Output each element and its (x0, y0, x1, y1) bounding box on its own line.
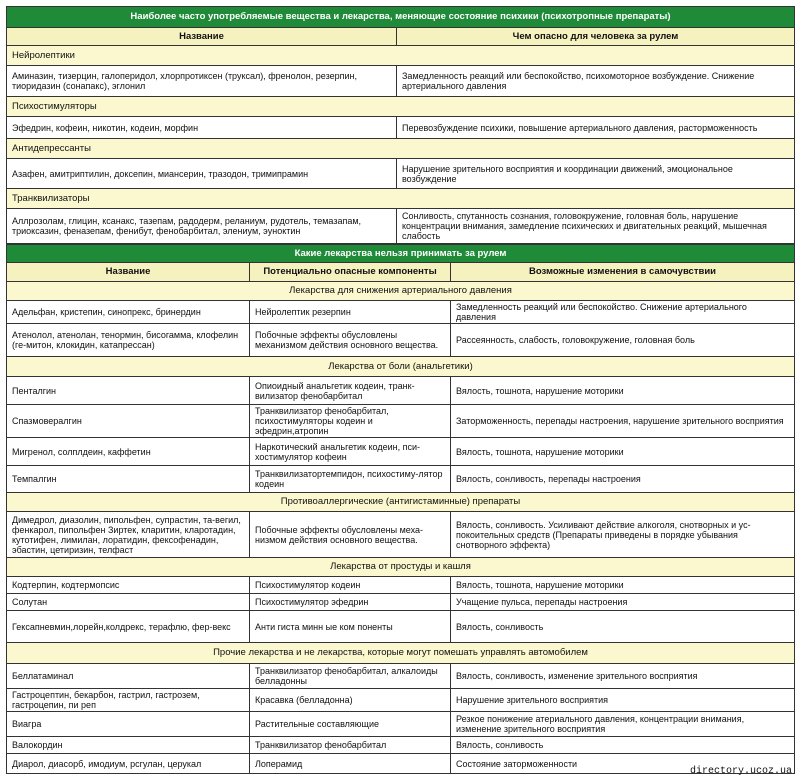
table-cell: Вялость, тошнота, нарушение моторики (451, 577, 795, 594)
table-cell: Опиоидный анальгетик кодеин, транк-вилизатор фенобарбитал (250, 377, 451, 405)
table-cell: Нейролептик резерпин (250, 301, 451, 324)
table-row (7, 117, 795, 139)
table-psychotropic (6, 6, 795, 244)
table-cell: Растительные составляющие (250, 712, 451, 737)
table-row (7, 377, 795, 405)
table-cell: Красавка (белладонна) (250, 689, 451, 712)
category-row (7, 46, 795, 66)
table-row (7, 405, 795, 438)
table-cell: Атенолол, атенолан, тенормин, бисогамма, клофелин (ге-митон, клокидин, катапрессан) (7, 324, 250, 357)
table-cell: Аллрозолам, глицин, ксанакс, тазепам, радодерм, реланиум, рудотель, темазапам, триоксазин, феназепам, фенибут, фенобарбитал, элениум, эуноктин (7, 209, 397, 244)
category-label: Нейролептики (7, 46, 795, 66)
table-cell: Замедленность реакций или беспокойство. Снижение артериального давления (451, 301, 795, 324)
category-row (7, 97, 795, 117)
category-label: Противоаллергические (антигистаминные) препараты (7, 493, 795, 512)
table-title: Какие лекарства нельзя принимать за рулем (7, 245, 795, 263)
table-cell: Побочные эффекты обусловлены меха-низмом действия основного вещества. (250, 512, 451, 558)
table-cell: Лоперамид (250, 754, 451, 774)
table-cell: Азафен, амитриптилин, доксепин, миансерин, тразодон, тримипрамин (7, 159, 397, 189)
table-cell: Заторможенность, перепады настроения, нарушение зрительного восприятия (451, 405, 795, 438)
category-row (7, 357, 795, 377)
table-cell: Вялость, сонливость (451, 611, 795, 643)
table-cell: Вялость, сонливость. Усиливают действие алкоголя, снотворных и ус-покоительных средств (Препараты приведены в порядке убывания снотворного эффекта) (451, 512, 795, 558)
table-cell: Виагра (7, 712, 250, 737)
category-row (7, 493, 795, 512)
category-label: Лекарства от простуды и кашля (7, 558, 795, 577)
table-cell: Беллатаминал (7, 664, 250, 689)
table-cell: Кодтерпин, кодтермопсис (7, 577, 250, 594)
table-cell: Вялость, тошнота, нарушение моторики (451, 438, 795, 466)
table-row (7, 438, 795, 466)
table-cell: Солутан (7, 594, 250, 611)
table-driving-drugs (6, 244, 795, 774)
table-cell: Темпалгин (7, 466, 250, 493)
column-header: Название (7, 28, 397, 46)
category-label: Антидепрессанты (7, 139, 795, 159)
table-cell: Вялость, сонливость, перепады настроения (451, 466, 795, 493)
table-cell: Побочные эффекты обусловлены механизмом действия основного вещества. (250, 324, 451, 357)
table-cell: Резкое понижение атериального давления, концентрации внимания, изменение зрительного восприятия (451, 712, 795, 737)
table-cell: Транквилизатор фенобарбитал, психостимуляторы кодеин и эфедрин,атропин (250, 405, 451, 438)
table-cell: Мигренол, солплдеин, каффетин (7, 438, 250, 466)
document (6, 6, 794, 774)
table-cell: Замедленность реакций или беспокойство, психомоторное возбуждение. Снижение артериального давления (397, 66, 795, 97)
table-cell: Вялость, сонливость, изменение зрительного восприятия (451, 664, 795, 689)
column-header: Потенциально опасные компоненты (250, 263, 451, 282)
table-title: Наиболее часто употребляемые вещества и лекарства, меняющие состояние психики (психотропные препараты) (7, 7, 795, 28)
table-cell: Нарушение зрительного восприятия и координации движений, эмоциональное возбуждение (397, 159, 795, 189)
table-cell: Аминазин, тизерцин, галоперидол, хлорпротиксен (труксал), френолон, резерпин, тиоридазин (сонапакс), эглонил (7, 66, 397, 97)
table-row (7, 209, 795, 244)
table-cell: Наркотический анальгетик кодеин, пси-хостимулятор кофеин (250, 438, 451, 466)
table-header-row (7, 28, 795, 46)
table-cell: Валокордин (7, 737, 250, 754)
table-cell: Сонливость, спутанность сознания, головокружение, головная боль, нарушение концентрации внимания, замедление психических и двигательных реакций, мышечная слабость (397, 209, 795, 244)
table-cell: Адельфан, кристепин, синопрекс, бринердин (7, 301, 250, 324)
table-row (7, 512, 795, 558)
watermark: directory.ucoz.ua (689, 766, 792, 777)
table-row (7, 737, 795, 754)
table-title-row (7, 245, 795, 263)
table-cell: Психостимулятор эфедрин (250, 594, 451, 611)
table-title-row (7, 7, 795, 28)
table-cell: Психостимулятор кодеин (250, 577, 451, 594)
category-label: Прочие лекарства и не лекарства, которые могут помешать управлять автомобилем (7, 643, 795, 664)
table-cell: Диарол, диасорб, имодиум, рсгулан, церукал (7, 754, 250, 774)
table-row (7, 324, 795, 357)
table-row (7, 159, 795, 189)
table-cell: Рассеянность, слабость, головокружение, головная боль (451, 324, 795, 357)
table-cell: Димедрол, диазолин, пипольфен, супрастин, та-вегил, фенкарол, пипольфен Зиртек, кларитин, кларотадин, кутотифен, лимилан, лоратидин, фексофенадин, эбастин, цетиризин, телфаст (7, 512, 250, 558)
table-row (7, 712, 795, 737)
table-cell: Пенталгин (7, 377, 250, 405)
table-cell: Анти гиста минн ые ком поненты (250, 611, 451, 643)
column-header: Возможные изменения в самочувствии (451, 263, 795, 282)
table-row (7, 466, 795, 493)
table-row (7, 754, 795, 774)
category-row (7, 643, 795, 664)
category-label: Лекарства от боли (анальгетики) (7, 357, 795, 377)
category-row (7, 139, 795, 159)
table-cell: Вялость, тошнота, нарушение моторики (451, 377, 795, 405)
table-row (7, 594, 795, 611)
category-label: Транквилизаторы (7, 189, 795, 209)
category-row (7, 189, 795, 209)
table-cell: Транквилизатор фенобарбитал (250, 737, 451, 754)
table-cell: Транквилизатортемпидон, психостиму-лятор кодеин (250, 466, 451, 493)
category-row (7, 558, 795, 577)
table-cell: Учащение пульса, перепады настроения (451, 594, 795, 611)
table-row (7, 301, 795, 324)
table-cell: Спазмовералгин (7, 405, 250, 438)
table-row (7, 689, 795, 712)
table-row (7, 66, 795, 97)
category-label: Психостимуляторы (7, 97, 795, 117)
column-header: Чем опасно для человека за рулем (397, 28, 795, 46)
table-cell: Гексапневмин,лорейн,колдрекс, терафлю, фер-векс (7, 611, 250, 643)
table-row (7, 664, 795, 689)
category-row (7, 282, 795, 301)
column-header: Название (7, 263, 250, 282)
table-row (7, 611, 795, 643)
table-cell: Вялость, сонливость (451, 737, 795, 754)
table-cell: Гастроцептин, бекарбон, гастрил, гастрозем, гастроцепин, пи реп (7, 689, 250, 712)
table-cell: Нарушение зрительного восприятия (451, 689, 795, 712)
table-cell: Транквилизатор фенобарбитал, алкалоиды белладонны (250, 664, 451, 689)
table-cell: Состояние заторможенности (451, 754, 795, 774)
table-header-row (7, 263, 795, 282)
category-label: Лекарства для снижения артериального давления (7, 282, 795, 301)
table-cell: Перевозбуждение психики, повышение артериального давления, расторможенность (397, 117, 795, 139)
table-row (7, 577, 795, 594)
table-cell: Эфедрин, кофеин, никотин, кодеин, морфин (7, 117, 397, 139)
